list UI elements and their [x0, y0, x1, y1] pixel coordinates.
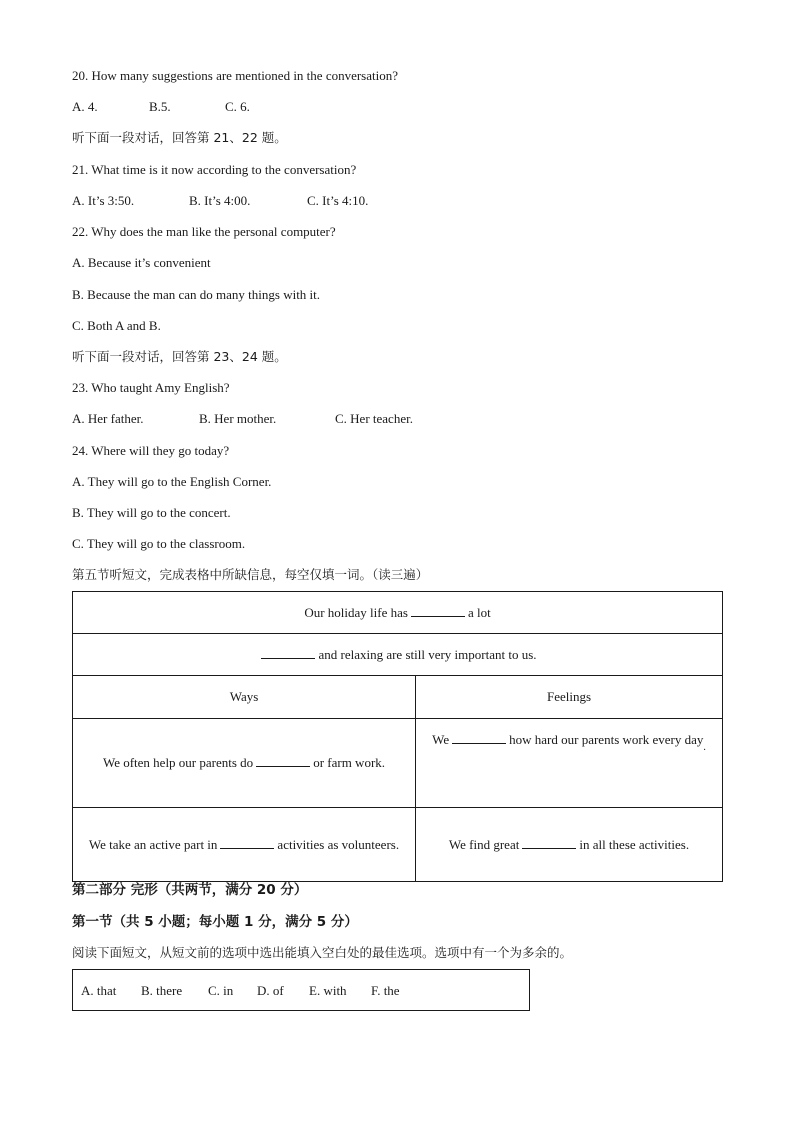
table-row-relaxing [73, 634, 723, 676]
q21-option-b: B. It’s 4:00. [189, 193, 251, 208]
q24-option-c: C. They will go to the classroom. [72, 536, 246, 551]
q20-option-a: A. 4. [72, 99, 98, 114]
section-21-22-heading: 听下面一段对话，回答第 21、22 题。 [72, 130, 287, 145]
header-feelings: Feelings [416, 676, 723, 719]
blank-6 [522, 836, 576, 849]
r5-ways-after: activities as volunteers. [277, 836, 400, 852]
cloze-instruction: 阅读下面短文，从短文前的选项中选出能填入空白处的最佳选项。选项中有一个为多余的。 [72, 945, 573, 960]
blank-2 [261, 646, 315, 659]
r4-feel-before: We [432, 732, 450, 747]
section5-title: 第五节听短文，完成表格中所缺信息，每空仅填一词。（读三遍） [72, 567, 429, 582]
r4-ways-before: We often help our parents do [102, 755, 254, 770]
part2-title: 第二部分 完形（共两节，满分 20 分） [72, 882, 308, 898]
q23-question: 23. Who taught Amy English? [72, 380, 230, 395]
section-23-24-heading: 听下面一段对话，回答第 23、24 题。 [72, 349, 287, 364]
section1-title: 第一节（共 5 小题；每小题 1 分，满分 5 分） [72, 914, 358, 930]
q21-option-c: C. It’s 4:10. [307, 193, 369, 208]
row1-text-before: Our holiday life has [304, 605, 408, 620]
q23-option-b: B. Her mother. [199, 411, 277, 426]
info-table [72, 591, 723, 882]
q20-option-b: B.5. [149, 99, 171, 114]
q23-option-c: C. Her teacher. [335, 411, 413, 426]
q21-option-a: A. It’s 3:50. [72, 193, 135, 208]
r5-ways-before: We take an active part in [88, 836, 218, 852]
blank-3 [256, 754, 310, 767]
q24-question: 24. Where will they go today? [72, 443, 230, 458]
q20-option-c: C. 6. [225, 99, 250, 114]
header-ways: Ways [73, 676, 416, 719]
blank-5 [220, 836, 274, 849]
r5-feel-after: in all these activities. [579, 836, 690, 852]
option-e: E. with [309, 983, 347, 998]
blank-1 [411, 604, 465, 617]
q22-option-b: B. Because the man can do many things with it. [72, 287, 321, 302]
r5-feel-before: We find great [448, 836, 520, 852]
option-c: C. in [208, 983, 234, 998]
r4-feel-after: how hard our parents work every day [509, 732, 704, 747]
q23-option-a: A. Her father. [72, 411, 144, 426]
q22-option-c: C. Both A and B. [72, 318, 161, 333]
blank-4 [452, 731, 506, 744]
option-d: D. of [257, 983, 284, 998]
q24-option-b: B. They will go to the concert. [72, 505, 231, 520]
q21-question: 21. What time is it now according to the conversation? [72, 162, 357, 177]
cell-ways-volunteer [73, 808, 416, 882]
r4-feel-period: . [703, 742, 706, 753]
options-box [72, 969, 530, 1011]
q22-question: 22. Why does the man like the personal computer? [72, 224, 336, 239]
q20-question: 20. How many suggestions are mentioned in the conversation? [72, 68, 399, 83]
q24-option-a: A. They will go to the English Corner. [72, 474, 272, 489]
row1-text-after: a lot [467, 605, 491, 620]
option-f: F. the [371, 983, 400, 998]
cell-feelings-parents [416, 719, 723, 808]
cell-feelings-activities [416, 808, 723, 882]
option-a: A. that [81, 983, 117, 998]
q22-option-a: A. Because it’s convenient [72, 255, 211, 270]
table-row-holiday [73, 592, 723, 634]
cell-ways-housework [73, 719, 416, 808]
r4-ways-after: or farm work. [313, 755, 386, 770]
row2-text-after: and relaxing are still very important to us. [318, 647, 537, 662]
option-b: B. there [141, 983, 183, 998]
